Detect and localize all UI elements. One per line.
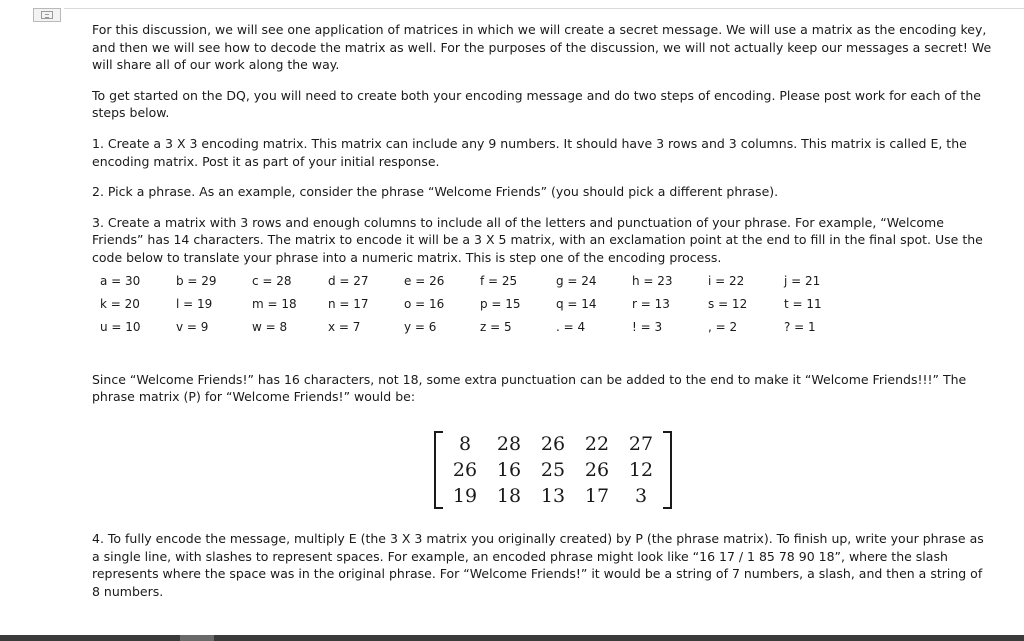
code-cell: g = 24 [556,273,597,288]
matrix-cell: 26 [584,459,610,481]
code-cell: l = 19 [176,296,213,311]
code-cell: v = 9 [176,319,209,334]
code-cell: i = 22 [708,273,745,288]
matrix-cell: 26 [540,433,566,455]
code-cell: c = 28 [252,273,292,288]
matrix-cell: 13 [540,485,566,507]
matrix-cell: 3 [634,485,648,507]
table-move-handle-icon[interactable] [33,8,61,22]
code-cell: t = 11 [784,296,822,311]
code-cell: , = 2 [708,319,738,334]
matrix-cell: 28 [496,433,522,455]
matrix-cell: 12 [628,459,654,481]
matrix-entries [443,431,663,509]
matrix-cell: 19 [452,485,478,507]
matrix-cell: 18 [496,485,522,507]
step-1-paragraph: 1. Create a 3 X 3 encoding matrix. This matrix can include any 9 numbers. It should have 3 rows and 3 columns. This matrix is called E, the encoding matrix. Post it as part of your initial response. [92,135,967,169]
code-cell: m = 18 [252,296,297,311]
code-cell: a = 30 [100,273,141,288]
matrix-cell: 8 [458,433,472,455]
code-cell: . = 4 [556,319,586,334]
code-cell: ! = 3 [632,319,663,334]
code-cell: d = 27 [328,273,369,288]
code-cell: f = 25 [480,273,518,288]
matrix-cell: 22 [584,433,610,455]
code-cell: r = 13 [632,296,670,311]
matrix-cell: 17 [584,485,610,507]
code-cell: z = 5 [480,319,512,334]
matrix-cell: 27 [628,433,654,455]
code-cell: u = 10 [100,319,141,334]
matrix-cell: 26 [452,459,478,481]
matrix-cell: 16 [496,459,522,481]
code-cell: b = 29 [176,273,217,288]
code-cell: s = 12 [708,296,748,311]
step-2-paragraph: 2. Pick a phrase. As an example, consider the phrase “Welcome Friends” (you should pick a different phrase). [92,184,779,200]
code-cell: h = 23 [632,273,673,288]
code-cell: p = 15 [480,296,521,311]
document-body [92,21,992,419]
code-cell: w = 8 [252,319,288,334]
code-cell: q = 14 [556,296,597,311]
code-cell: o = 16 [404,296,445,311]
code-cell: ? = 1 [784,319,816,334]
intro-paragraph: For this discussion, we will see one application of matrices in which we will create a secret message. We will use a matrix as the encoding key, and then we will see how to decode the matrix as well. For the purposes of the discussion, we will not actually keep our messages a secret! We will share all of our work along the way. [92,22,992,73]
step-4-paragraph: 4. To fully encode the message, multiply E (the 3 X 3 matrix you originally created) by P (the phrase matrix). To finish up, write your phrase as a single line, with slashes to represent spaces. For example, an encoded phrase might look like “16 17 / 1 85 78 90 18”, where the slash represents where the space was in the original phrase. For “Welcome Friends!” it would be a string of 7 numbers, a slash, and then a string of 8 numbers. [92,531,984,599]
page-top-border [64,8,1024,9]
letter-code-table [100,273,992,336]
code-cell: e = 26 [404,273,445,288]
matrix-cell: 25 [540,459,566,481]
phrase-matrix [434,431,672,509]
code-cell: n = 17 [328,296,369,311]
since-paragraph: Since “Welcome Friends!” has 16 characters, not 18, some extra punctuation can be added to the end to make it “Welcome Friends!!!” The phrase matrix (P) for “Welcome Friends!” would be: [92,371,967,405]
matrix-right-bracket [663,431,672,509]
matrix-left-bracket [434,431,443,509]
scrollbar-thumb[interactable] [180,635,214,641]
getting-started-paragraph: To get started on the DQ, you will need to create both your encoding message and do two steps of encoding. Please post work for each of the steps below. [92,87,981,121]
code-cell: k = 20 [100,296,140,311]
code-cell: x = 7 [328,319,361,334]
code-cell: y = 6 [404,319,437,334]
code-cell: j = 21 [784,273,821,288]
horizontal-scrollbar[interactable] [0,635,1024,641]
step-3-paragraph: 3. Create a matrix with 3 rows and enough columns to include all of the letters and punctuation of your phrase. For example, “Welcome Friends” has 14 characters. The matrix to encode it will be a 3 X 5 matrix, with an exclamation point at the end to fill in the final spot. Use the code below to translate your phrase into a numeric matrix. This is step one of the encoding process. [92,214,983,265]
